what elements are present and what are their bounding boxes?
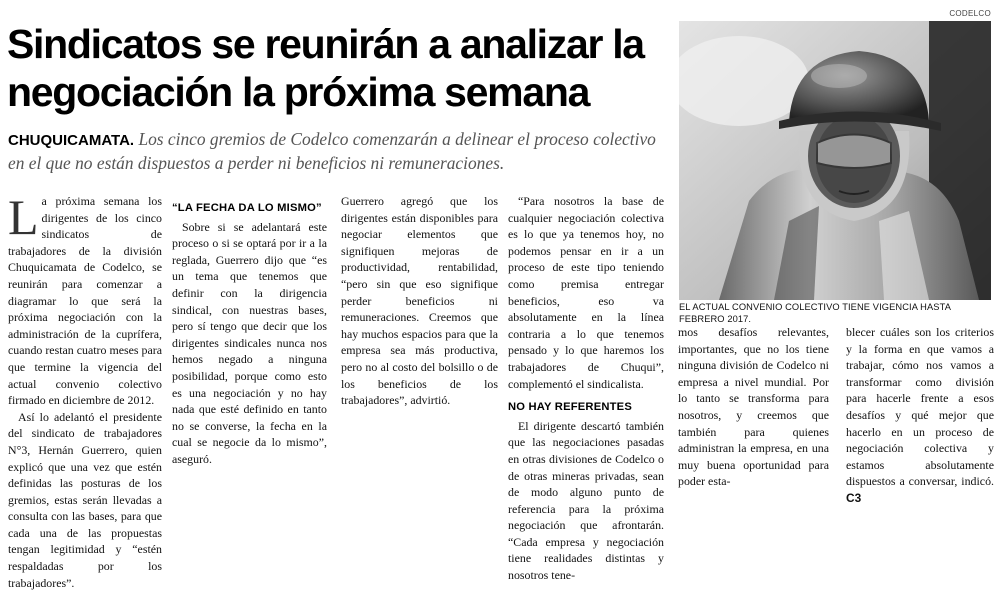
paragraph-6c bbox=[846, 324, 994, 507]
paragraph-2: Así lo adelantó el presidente del sindicato de trabajadores N°3, Hernán Guerrero, quien explicó que una vez que estén definidas las posturas de los gremios, estas serán llevadas a consulta con las bases, para que cada una de las propuestas tengan legitimidad y “estén respaldadas por los trabajadores”. bbox=[8, 409, 162, 590]
paragraph-6a: El dirigente descartó también que las negociaciones pasadas en otras divisiones de Codelco o de otras mineras privadas, sean de modo alguno punto de referencia para la próxima negociación que afrontarán. “Cada empresa y negociación tiene realidades distintas y nosotros tene- bbox=[508, 418, 664, 583]
article-column-2 bbox=[172, 193, 327, 468]
photo-credit: CODELCO bbox=[949, 9, 991, 18]
headline: Sindicatos se reunirán a analizar la negociación la próxima semana bbox=[7, 21, 644, 115]
subhead-no-hay-referentes: NO HAY REFERENTES bbox=[508, 401, 633, 414]
drop-cap: L bbox=[8, 189, 39, 245]
paragraph-3: Sobre si se adelantará este proceso o si se optará por ir a la reglada, Guerrero dijo que “es un tema que tenemos que definir con la dirigencia sindical, con nuestras bases, pero sí tengo que decir que los dirigentes sindicales nunca nos hemos negado a ninguna posibilidad, porque como esto es una negociación y no hay nada que esté definido en tanto no se converse, la fecha en la cual se negocie da lo mismo”, aseguró. bbox=[172, 219, 327, 466]
lead-text: Los cinco gremios de Codelco comenzarán a delinear el proceso colectivo en el que no están dispuestos a perder ni beneficios ni remuneraciones. bbox=[8, 129, 656, 173]
subhead-la-fecha: “LA FECHA DA LO MISMO” bbox=[172, 202, 322, 214]
paragraph-6b: mos desafíos relevantes, importantes, que no los tiene ninguna división de Codelco ni empresa a nivel mundial. Por lo tanto se transforma para nosotros, y creemos que también para quienes administran la empresa, en una muy buena oportunidad para poder esta- bbox=[678, 325, 829, 489]
article-column-6 bbox=[846, 324, 994, 507]
paragraph-1-text: a próxima semana los dirigentes de los cinco sindicatos de trabajadores de la división Chuquicamata de Codelco, se reunirán para comenzar a diagramar lo que será la próxima negociación con la administración de la cuprífera, cuando restan cuatro meses para que termine la vigencia del actual convenio colectivo firmado en diciembre de 2012. bbox=[8, 194, 162, 408]
photo-caption: EL ACTUAL CONVENIO COLECTIVO TIENE VIGENCIA HASTA FEBRERO 2017. bbox=[679, 302, 951, 324]
lead-dateline: CHUQUICAMATA. bbox=[8, 132, 135, 149]
paragraph-1 bbox=[8, 189, 162, 409]
article-column-4 bbox=[508, 193, 664, 584]
article-column-1 bbox=[8, 189, 162, 591]
article-column-5 bbox=[678, 324, 829, 490]
worker-photo-illustration bbox=[679, 21, 991, 300]
paragraph-4-cont: Guerrero agregó que los dirigentes están disponibles para negociar elementos que signifiquen mejoras de productividad, rentabilidad, “pero sin que eso signifique perder beneficios ni remuneraciones. Creemos que hay muchos espacios para que la empresa sea más productiva, pero no al costo del bolsillo o de los beneficios de los trabajadores”, advirtió. bbox=[341, 194, 498, 408]
lead-paragraph bbox=[8, 128, 673, 174]
worker-photo bbox=[679, 21, 991, 300]
paragraph-6c-text: blecer cuáles son los criterios y la forma en que vamos a trabajar, cómo nos vamos a transformar como división para hacerle frente a esos desafíos y qué mejor que hacerlo en un proceso de negociación colectiva y estamos absolutamente dispuestos a conversar, indicó. bbox=[846, 325, 994, 489]
article-column-3 bbox=[341, 193, 498, 409]
end-mark: C3 bbox=[846, 490, 862, 505]
paragraph-5: “Para nosotros la base de cualquier negociación colectiva es lo que ya tenemos hoy, no podemos pensar en ir a un proceso de este tipo teniendo como premisa entregar beneficios, eso va absolutamente en la línea contraria a lo que tenemos pensado y lo que haremos los trabajadores de Chuqui”, complementó el sindicalista. bbox=[508, 194, 664, 391]
